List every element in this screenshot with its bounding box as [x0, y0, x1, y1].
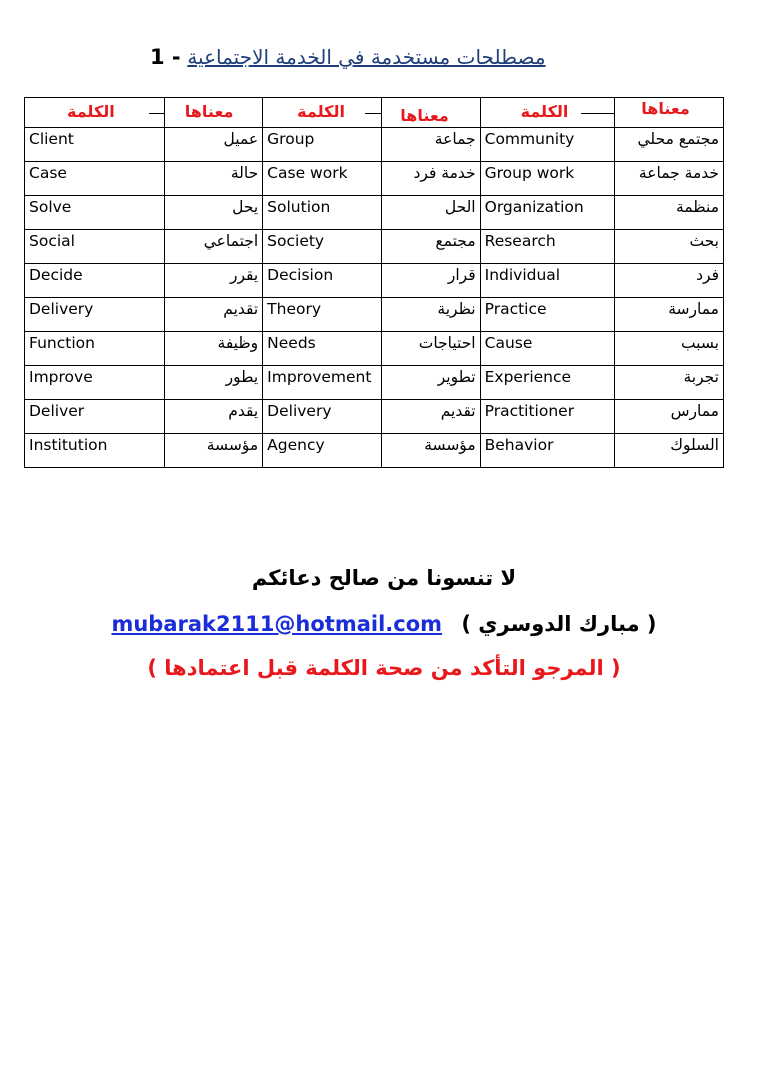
term-arabic: وظيفة	[164, 332, 262, 366]
term-english: Social	[25, 230, 165, 264]
term-english: Deliver	[25, 400, 165, 434]
table-row	[25, 400, 724, 434]
term-arabic: مجتمع	[382, 230, 480, 264]
header-word-label: الكلمة	[520, 102, 569, 121]
header-meaning-label: معناها	[641, 99, 690, 118]
term-arabic: بحث	[615, 230, 724, 264]
term-arabic: يقرر	[164, 264, 262, 298]
term-english: Agency	[263, 434, 382, 468]
header-meaning-3	[615, 98, 724, 128]
header-word-label: الكلمة	[67, 102, 115, 121]
term-english: Group work	[480, 162, 615, 196]
table-row	[25, 162, 724, 196]
term-arabic: بسبب	[615, 332, 724, 366]
term-english: Decision	[263, 264, 382, 298]
page-title	[150, 45, 620, 75]
term-arabic: عميل	[164, 128, 262, 162]
term-arabic: تجربة	[615, 366, 724, 400]
term-english: Solution	[263, 196, 382, 230]
author-name: ( مبارك الدوسري )	[461, 612, 657, 636]
term-english: Community	[480, 128, 615, 162]
terms-table	[24, 97, 724, 468]
table-row	[25, 196, 724, 230]
term-arabic: ممارسة	[615, 298, 724, 332]
term-arabic: الحل	[382, 196, 480, 230]
contact-line	[0, 612, 768, 636]
header-meaning-2	[382, 98, 480, 128]
table-row	[25, 128, 724, 162]
term-arabic: مجتمع محلي	[615, 128, 724, 162]
term-english: Experience	[480, 366, 615, 400]
header-meaning-1	[164, 98, 262, 128]
header-row	[25, 98, 724, 128]
term-arabic: يقدم	[164, 400, 262, 434]
term-arabic: تقديم	[382, 400, 480, 434]
header-word-label: الكلمة	[297, 102, 345, 121]
arrow-right-icon	[581, 113, 615, 114]
term-arabic: يطور	[164, 366, 262, 400]
header-meaning-label: معناها	[400, 106, 449, 125]
term-english: Organization	[480, 196, 615, 230]
term-english: Function	[25, 332, 165, 366]
term-english: Delivery	[25, 298, 165, 332]
term-arabic: السلوك	[615, 434, 724, 468]
arrow-right-icon	[365, 113, 382, 114]
term-arabic: يحل	[164, 196, 262, 230]
header-word-2	[263, 98, 382, 128]
term-arabic: خدمة جماعة	[615, 162, 724, 196]
author-email-link[interactable]: mubarak2111@hotmail.com	[111, 612, 443, 636]
table-row	[25, 264, 724, 298]
term-arabic: جماعة	[382, 128, 480, 162]
term-english: Delivery	[263, 400, 382, 434]
term-arabic: فرد	[615, 264, 724, 298]
term-english: Society	[263, 230, 382, 264]
term-english: Improvement	[263, 366, 382, 400]
term-english: Improve	[25, 366, 165, 400]
term-english: Practitioner	[480, 400, 615, 434]
header-word-3	[480, 98, 615, 128]
term-english: Needs	[263, 332, 382, 366]
prayer-line: لا تنسونا من صالح دعائكم	[251, 566, 517, 590]
arrow-right-icon	[149, 113, 164, 114]
term-english: Case	[25, 162, 165, 196]
term-arabic: تقديم	[164, 298, 262, 332]
term-arabic: احتياجات	[382, 332, 480, 366]
term-english: Cause	[480, 332, 615, 366]
term-english: Individual	[480, 264, 615, 298]
term-arabic: مؤسسة	[382, 434, 480, 468]
header-word-1	[25, 98, 165, 128]
term-arabic: خدمة فرد	[382, 162, 480, 196]
term-arabic: نظرية	[382, 298, 480, 332]
term-arabic: اجتماعي	[164, 230, 262, 264]
term-english: Institution	[25, 434, 165, 468]
title-number: 1 -	[150, 45, 181, 69]
term-arabic: منظمة	[615, 196, 724, 230]
term-english: Case work	[263, 162, 382, 196]
term-arabic: قرار	[382, 264, 480, 298]
title-text: مصطلحات مستخدمة في الخدمة الاجتماعية	[187, 45, 546, 69]
table-row	[25, 332, 724, 366]
term-arabic: ممارس	[615, 400, 724, 434]
verification-note: ( المرجو التأكد من صحة الكلمة قبل اعتمادها )	[147, 656, 621, 680]
table-row	[25, 434, 724, 468]
table-row	[25, 298, 724, 332]
table-row	[25, 366, 724, 400]
term-english: Solve	[25, 196, 165, 230]
term-english: Theory	[263, 298, 382, 332]
term-english: Group	[263, 128, 382, 162]
header-meaning-label: معناها	[184, 102, 234, 121]
term-english: Client	[25, 128, 165, 162]
term-english: Behavior	[480, 434, 615, 468]
term-english: Practice	[480, 298, 615, 332]
term-english: Research	[480, 230, 615, 264]
term-arabic: مؤسسة	[164, 434, 262, 468]
term-english: Decide	[25, 264, 165, 298]
term-arabic: حالة	[164, 162, 262, 196]
term-arabic: تطوير	[382, 366, 480, 400]
table-row	[25, 230, 724, 264]
